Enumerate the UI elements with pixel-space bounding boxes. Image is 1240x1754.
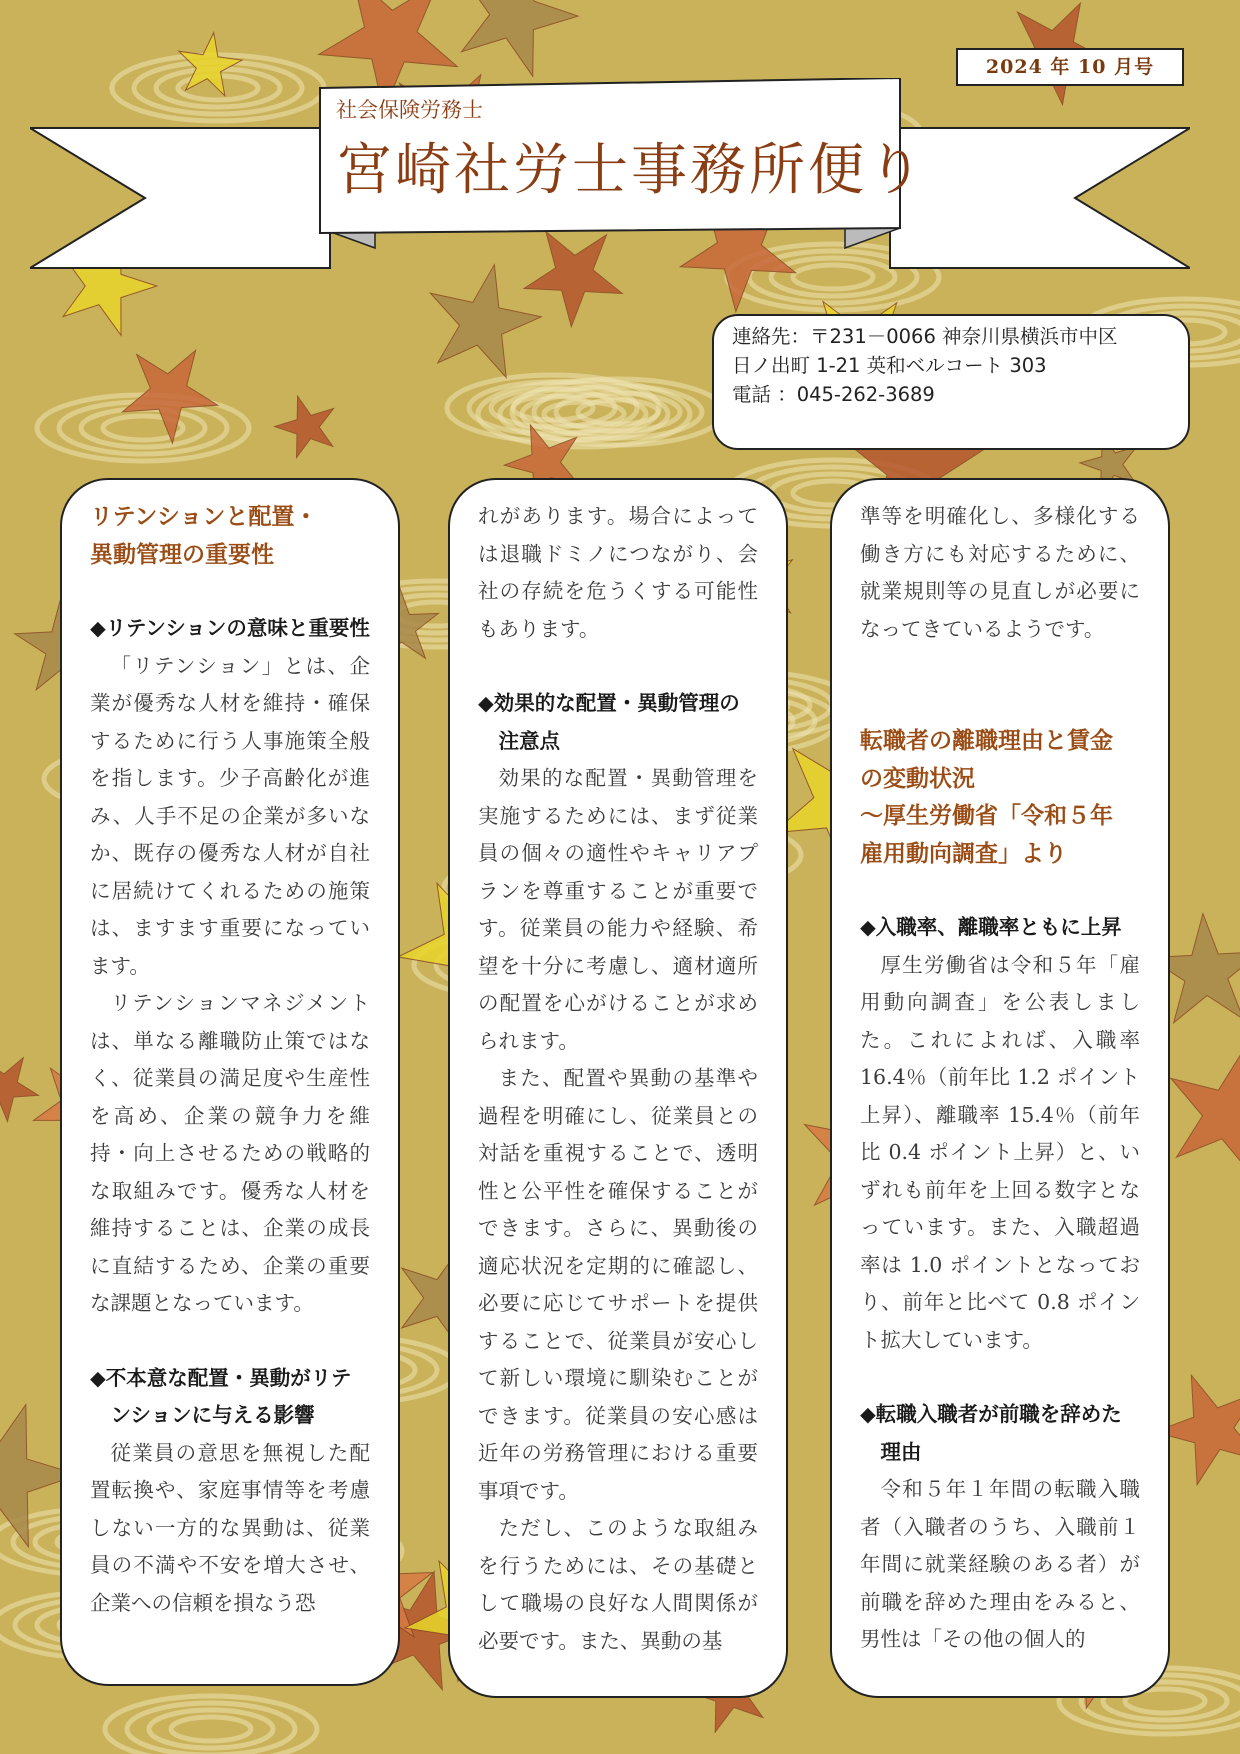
paragraph: 従業員の意思を無視した配置転換や、家庭事情等を考慮しない一方的な異動は、従業員の不満や不安を増大させ、企業への信頼を損なう恐 — [90, 1440, 370, 1615]
paragraph: 効果的な配置・異動管理を実施するためには、まず従業員の個々の適性やキャリアプランを尊重することが重要です。従業員の能力や経験、希望を十分に考慮し、適材適所の配置を心がけることが求められます。 — [478, 766, 758, 1053]
contact-phone: 電話 ：045-262-3689 — [732, 383, 935, 406]
section-title-line-3: ～厚生労働省「令和５年 — [860, 802, 1113, 829]
paragraph: 「リテンション」とは、企業が優秀な人材を維持・確保するために行う人事施策全般を指します。少子高齢化が進み、人手不足の企業が多いなか、既存の優秀な人材が自社に居続けてくれるための施策は、ますます重要になっています。 — [90, 653, 370, 978]
article-column-1 — [60, 478, 400, 1686]
paragraph-continued: 準等を明確化し、多様化する働き方にも対応するために、就業規則等の見直しが必要になってきているようです。 — [860, 504, 1140, 641]
subheading: ◆転職入職者が前職を辞めた理由 — [860, 1402, 1122, 1464]
paragraph: 厚生労働省は令和５年「雇用動向調査」を公表しました。これによれば、入職率 16.4％（前年比 1.2 ポイント上昇）、離職率 15.4％（前年比 0.4 ポイント上昇）と、いずれも前年を上回る数字となっています。また、入職超過率は 1.0 ポイントとなっており、前年と比べて 0.8 ポイント拡大しています。 — [860, 952, 1140, 1352]
banner-subtitle: 社会保険労務士 — [336, 98, 483, 122]
contact-box — [712, 314, 1190, 450]
section-title-line-4: 雇用動向調査」より — [860, 839, 1067, 867]
subheading: ◆リテンションの意味と重要性 — [90, 616, 370, 640]
newsletter-title: 宮崎社労士事務所便り — [336, 138, 926, 203]
section-title: 転職者の離職理由と賃金 — [860, 727, 1113, 754]
section-title: リテンションと配置・ — [90, 503, 318, 530]
subheading: ◆効果的な配置・異動管理の注意点 — [478, 691, 740, 753]
section-title-line-2: の変動状況 — [860, 764, 975, 792]
subheading: ◆不本意な配置・異動がリテンションに与える影響 — [90, 1365, 352, 1427]
subheading: ◆入職率、離職率ともに上昇 — [860, 915, 1122, 939]
issue-date-badge: 2024 年 10 月号 — [956, 48, 1184, 86]
contact-address-line-2: 日ノ出町 1-21 英和ベルコート 303 — [732, 354, 1047, 377]
paragraph: ただし、このような取組みを行うためには、その基礎として職場の良好な人間関係が必要です。また、異動の基 — [478, 1516, 758, 1653]
contact-address-line: 連絡先：〒231－0066 神奈川県横浜市中区 — [732, 325, 1118, 348]
article-column-2 — [448, 478, 788, 1698]
paragraph: 令和５年１年間の転職入職者（入職者のうち、入職前１年間に就業経験のある者）が前職を辞めた理由をみると、男性は「その他の個人的 — [860, 1477, 1140, 1651]
section-title-line-2: 異動管理の重要性 — [90, 540, 274, 568]
paragraph-continued: れがあります。場合によっては退職ドミノにつながり、会社の存続を危うくする可能性もあります。 — [478, 504, 758, 641]
paragraph: また、配置や異動の基準や過程を明確にし、従業員との対話を重視することで、透明性と公平性を確保することができます。さらに、異動後の適応状況を定期的に確認し、必要に応じてサポートを提供することで、従業員が安心して新しい環境に馴染むことができます。従業員の安心感は近年の労務管理における重要事項です。 — [478, 1066, 758, 1503]
article-column-3 — [830, 478, 1170, 1698]
paragraph: リテンションマネジメントは、単なる離職防止策ではなく、従業員の満足度や生産性を高め、企業の競争力を維持・向上させるための戦略的な取組みです。優秀な人材を維持することは、企業の成長に直結するため、企業の重要な課題となっています。 — [90, 991, 370, 1315]
